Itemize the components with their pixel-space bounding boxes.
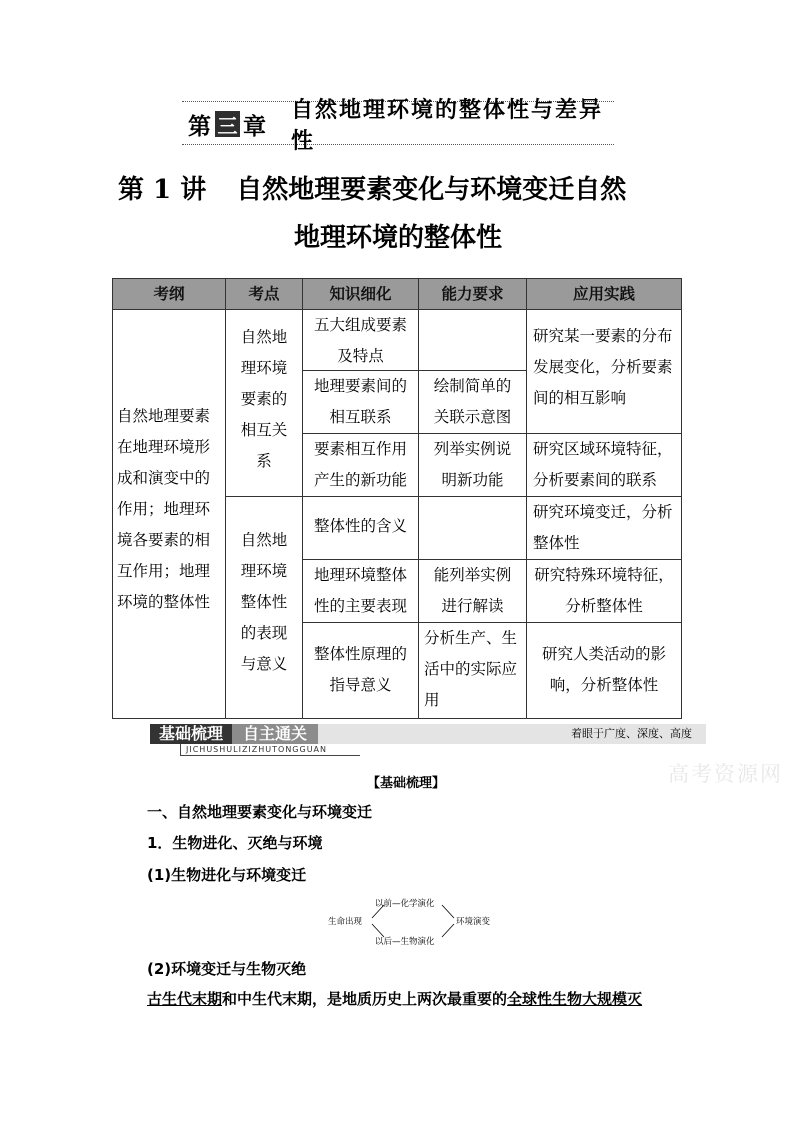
zhishi-cell-1: 五大组成要素及特点 xyxy=(302,309,419,371)
header-kaodian: 考点 xyxy=(225,278,303,310)
heading-1: 一、自然地理要素变化与环境变迁 xyxy=(147,803,373,821)
zhishi-cell-4: 整体性的含义 xyxy=(302,496,419,560)
chapter-banner xyxy=(182,98,614,154)
banner-underline xyxy=(180,755,360,756)
kaodian-cell-1: 自然地理环境要素的相互关系 xyxy=(225,309,303,497)
nengli-cell-1 xyxy=(418,309,527,371)
kaogang-cell: 自然地理要素在地理环境形成和演变中的作用；地理环境各要素的相互作用；地理环境的整体性 xyxy=(112,309,226,719)
yingyong-cell-3: 研究环境变迁，分析整体性 xyxy=(526,496,682,560)
heading-3: (1)生物进化与环境变迁 xyxy=(147,866,307,884)
header-kaogang: 考纲 xyxy=(112,278,226,310)
diagram-environment-evolution: 环境演变 xyxy=(456,917,491,927)
nengli-cell-5: 能列举实例进行解读 xyxy=(418,559,527,623)
heading-4: (2)环境变迁与生物灭绝 xyxy=(147,960,307,978)
diagram-chemical-evolution: 以前—化学演化 xyxy=(375,899,435,909)
header-yingyong: 应用实践 xyxy=(526,278,682,310)
header-nengli: 能力要求 xyxy=(418,278,527,310)
chapter-title: 自然地理环境的整体性与差异性 xyxy=(291,98,604,154)
chapter-prefix: 第 xyxy=(188,112,212,140)
para-underlined-2: 全球性生物大规模灭 xyxy=(507,990,643,1008)
banner-bracket xyxy=(180,744,181,755)
evolution-diagram xyxy=(328,895,498,949)
banner-tag-basics: 基础梳理 xyxy=(150,724,232,744)
zhishi-cell-6: 整体性原理的指导意义 xyxy=(302,622,419,719)
chapter-number: 三 xyxy=(215,111,240,137)
heading-2: 1．生物进化、灭绝与环境 xyxy=(147,834,323,852)
nengli-cell-6: 分析生产、生活中的实际应用 xyxy=(418,622,527,719)
para-text-1: 和中生代末期，是地质历史上两次最重要的 xyxy=(222,990,508,1008)
nengli-cell-3: 列举实例说明新功能 xyxy=(418,433,527,497)
basics-banner xyxy=(150,721,706,759)
para-underlined-1: 古生代末期 xyxy=(147,990,223,1008)
nengli-cell-4 xyxy=(418,496,527,560)
yingyong-cell-5: 研究人类活动的影响，分析整体性 xyxy=(526,622,682,719)
section-heading: 【基础梳理】 xyxy=(367,776,446,791)
zhishi-cell-3: 要素相互作用产生的新功能 xyxy=(302,433,419,497)
lecture-title-line2: 地理环境的整体性 xyxy=(293,223,502,253)
yingyong-cell-4: 研究特殊环境特征，分析整体性 xyxy=(526,559,682,623)
zhishi-cell-2: 地理要素间的相互联系 xyxy=(302,370,419,434)
chapter-suffix: 章 xyxy=(243,112,267,140)
nengli-cell-2: 绘制简单的关联示意图 xyxy=(418,370,527,434)
diagram-biological-evolution: 以后—生物演化 xyxy=(375,937,435,947)
lecture-title-line1: 自然地理要素变化与环境变迁自然 xyxy=(236,175,627,205)
banner-tag-self: 自主通关 xyxy=(232,724,318,744)
kaodian-cell-2: 自然地理环境整体性的表现与意义 xyxy=(225,496,303,719)
paragraph xyxy=(147,988,642,1009)
banner-slogan: 着眼于广度、深度、高度 xyxy=(571,727,692,740)
diagram-life-appears: 生命出现 xyxy=(328,917,363,927)
yingyong-cell-2: 研究区域环境特征，分析要素间的联系 xyxy=(526,433,682,497)
watermark: 高考资源网 xyxy=(668,762,783,786)
lecture-number: 第 1 讲 xyxy=(118,175,207,205)
zhishi-cell-5: 地理环境整体性的主要表现 xyxy=(302,559,419,623)
syllabus-table xyxy=(112,278,682,719)
banner-pinyin: JICHUSHULIZIZHUTONGGUAN xyxy=(186,745,328,754)
header-zhishi: 知识细化 xyxy=(302,278,419,310)
lecture-title xyxy=(118,166,688,262)
yingyong-cell-1: 研究某一要素的分布发展变化，分析要素间的相互影响 xyxy=(526,309,682,434)
